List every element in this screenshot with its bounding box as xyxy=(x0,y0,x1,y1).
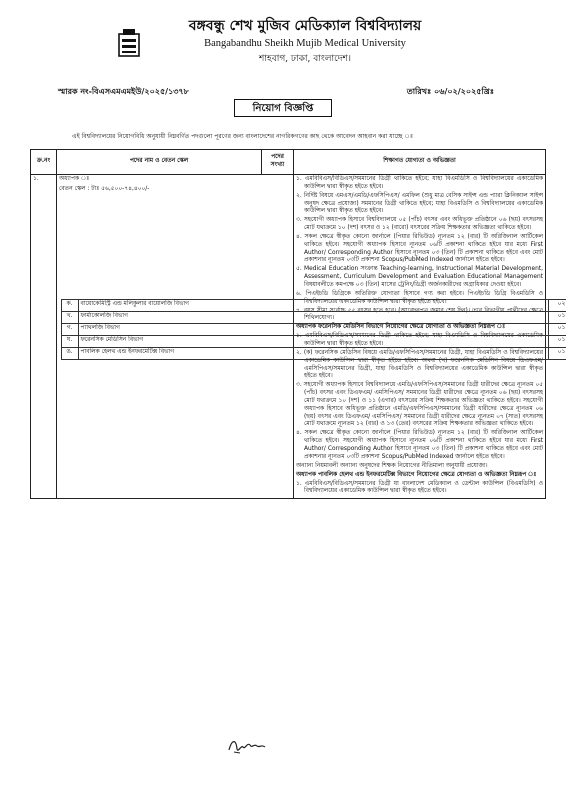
department-name: প্যাথলজি বিভাগ xyxy=(78,323,548,335)
col-requirements: শিক্ষাগত যোগ্যতা ও অভিজ্ঞতা xyxy=(294,150,546,175)
col-serial: ক্র.নং xyxy=(31,150,57,175)
department-row xyxy=(61,323,566,335)
university-name-en: Bangabandhu Sheikh Mujib Medical University xyxy=(204,38,406,49)
department-key: ঙ. xyxy=(61,347,78,359)
department-post-count: ০১ xyxy=(548,311,566,323)
col-post: পদের নাম ও বেতন স্কেল xyxy=(57,150,262,175)
requirement-item: ৭. বয়স সীমা সর্বোচ্চ ৫৫ বৎসর হতে হবে। (আবেদনপত্র জমার শেষ দিন)। তবে বিভাগীয় প্রার্থীদের ক্ষেত্রে শিথিলযোগ্য। xyxy=(296,307,543,322)
department-key: গ. xyxy=(61,323,78,335)
notice-title: নিয়োগ বিজ্ঞপ্তি xyxy=(234,99,332,117)
requirement-item: ৪. সকল ক্ষেত্রে স্বীকৃত কোনো জার্নালে (পিয়ার রিভিউড) ন্যূনতম ১২ (বার) টি অরিজিনাল আর্টিকেল থাকিতে হইবে। সহযোগী অধ্যাপক হিসাবে ন্যূনতম ০৬টি প্রকাশনা থাকিতে হইবে যার মধ্যে First Author/ Corresponding Author হিসাবে ন্যূনতম ০৩ (তিন) টি প্রকাশনা থাকিতে হইবে এবং মোট প্রকাশনার ন্যূনতম ০৩টি প্রকাশনা Scopus/PubMed Indexed জার্নালে হইতে হইবে। xyxy=(296,430,543,460)
requirement-item: ২. নির্দিষ্ট বিষয়ে এমএস/এমডি/এফসিপিএস/ এমফিল (শুধু মাত্র বেসিক সাইন্স এন্ড প্যারা ক্লিনিক্যাল সাইন্স অনুষদ ক্ষেত্রে প্রযোজ্য) সমমানের ডিগ্রী থাকিতে হইবে; যাহা বিএমডিসি ও বিশ্ববিদ্যালয়ের একাডেমিক কাউন্সিল দ্বারা স্বীকৃত হইতে হইবে। xyxy=(296,192,543,215)
department-name: ফরেনসিক মেডিসিন বিভাগ xyxy=(78,335,548,347)
post-title: অধ্যাপক ঃ xyxy=(59,176,90,182)
department-list xyxy=(61,299,566,360)
department-key: ক. xyxy=(61,299,78,311)
signature-icon xyxy=(226,735,268,757)
pay-scale: বেতন স্কেল : টাঃ ৫৬,৫০০-৭৪,৪০০/- xyxy=(59,185,150,192)
department-key: খ. xyxy=(61,311,78,323)
requirement-item: ২. (ক) ফরেনসিক মেডিসিন বিষয়ে এমডি/এফসিপিএস/সমমানের ডিগ্রী, যাহা বিএমডিসি ও বিশ্ববিদ্যালয়ের একাডেমিক কাউন্সিল দ্বারা স্বীকৃত হইতে হইবে। অথবা (খ) ফরেনসিক মেডিসিন বিষয়ে ডিএফএম/এমসিপিএস/সমমানের ডিগ্রী, যাহা বিএমডিসি ও বিশ্ববিদ্যালয়ের একাডেমিক কাউন্সিল দ্বারা স্বীকৃত হইতে হইবে। xyxy=(296,350,543,380)
table-header-row xyxy=(31,150,546,175)
col-count: পদের সংখ্যা xyxy=(262,150,294,175)
requirements-heading: অধ্যাপক ফরেনসিক মেডিসিন বিভাগে নিয়োগের ক্ষেত্রে যোগ্যতা ও অভিজ্ঞতা নিম্নরূপ ঃ xyxy=(296,324,506,331)
requirement-item: ১. এমবিবিএস/বিডিএস/সমমানের ডিগ্রী থাকিতে হইবে; যাহা বিএমডিসি ও বিশ্ববিদ্যালয়ের একাডেমিক কাউন্সিল দ্বারা স্বীকৃত হইতে হইবে। xyxy=(296,176,543,190)
row-serial: ১. xyxy=(31,175,57,499)
requirements-heading: অধ্যাপক পাবলিক হেলথ এন্ড ইনফরমেটিক্স বিভাগে নিয়োগের ক্ষেত্রে যোগ্যতা ও অভিজ্ঞতা নিম্নরূপ ঃ xyxy=(296,471,537,478)
requirement-item: ৫. Medical Education সংক্রান্ত Teaching-learning, Instructional Material Development, Assessment, Curriculum Development and Evaluation Educational Management বিষয়াবলীতে কমপক্ষে ০৩ (তিন) মাসের ট্রেনিং/ডিগ্রী অর্জনকারীদের অগ্রাধিকার দেওয়া হইবে। xyxy=(296,266,543,288)
requirement-item: অন্যান্য নিয়মাবলী অন্যান্য অনুষদের শিক্ষক নিয়োগের নীতিমালা অনুযায়ী প্রযোজ্য। xyxy=(296,462,488,469)
department-row xyxy=(61,311,566,323)
department-row xyxy=(61,299,566,311)
intro-text: এই বিশ্ববিদ্যালয়ের নিয়োগবিধি অনুযায়ী নিম্নবর্ণিত পদগুলো পূরণের জন্য বাংলাদেশের নাগরিকগণের কাছ থেকে আবেদন আহবান করা যাচ্ছে ঃ xyxy=(72,133,414,140)
requirement-item: ১. এমবিবিএস/বিডিএস/সমমানের ডিগ্রী যা বাংলাদেশ মেডিক্যাল ও ডেন্টাল কাউন্সিল (বিএমডিসি) ও বিশ্ববিদ্যালয়ের একাডেমিক কাউন্সিল দ্বারা স্বীকৃত হইতে হইবে। xyxy=(296,480,543,495)
department-row xyxy=(61,347,566,359)
requirement-item: ৩. সহযোগী অধ্যাপক হিসাবে বিশ্ববিদ্যালয়ে এমডি/এফসিপিএস/সমমানের ডিগ্রী ধারীদের ক্ষেত্রে ন্যূনতম ০৫ (পাঁচ) বৎসর এবং ডিএফএম/ এমসিপিএস/ সমমানের ডিগ্রী ধারীদের ক্ষেত্রে ন্যূনতম ০৬ (ছয়) বৎসরসহ মোট যথাক্রমে ১০ (দশ) ও ১১ (এগার) বৎসরের সক্রিয় শিক্ষকতার অভিজ্ঞতা থাকিতে হইবে। সহযোগী অধ্যাপক হিসাবে অধিভূক্ত প্রতিষ্ঠানে এমডি/এফসিপিএস/সমমানের ডিগ্রী ধারীদের ক্ষেত্রে ন্যূনতম ০৬ (ছয়) বৎসর এবং ডিএফএম/ এমসিপিএস/ সমমানের ডিগ্রী ধারীদের ক্ষেত্রে ন্যূনতম ০৭ (সাত) বৎসরসহ মোট যথাক্রমে ন্যূনতম ১২ (বার) ও ১৩ (তের) বৎসরের সক্রিয় শিক্ষকতার অভিজ্ঞতা থাকিতে হইবে। xyxy=(296,382,543,428)
department-name: বায়োকেমিস্ট্রি এন্ড মলিকুলার বায়োলজি বিভাগ xyxy=(78,299,548,311)
requirement-item: ৬. পিএইচডি ডিগ্রিকে অতিরিক্ত যোগ্যতা হিসাবে গণ্য করা হইবে। পিএইচডি ডিগ্রি বিএমডিসি ও বিশ্ববিদ্যালয়ের একাডেমিক কাউন্সিল দ্বারা স্বীকৃত হইতে হইবে। xyxy=(296,290,543,305)
university-address: শাহবাগ, ঢাকা, বাংলাদেশ। xyxy=(259,54,351,64)
university-name-bn: বঙ্গবন্ধু শেখ মুজিব মেডিক্যাল বিশ্ববিদ্যালয় xyxy=(188,18,422,34)
table-row xyxy=(31,175,546,499)
department-post-count: ০১ xyxy=(548,323,566,335)
recruitment-table xyxy=(30,149,566,499)
department-post-count: ০২ xyxy=(548,299,566,311)
department-name: পাবলিক হেলথ এন্ড ইনফরমেটিক্স বিভাগ xyxy=(78,347,548,359)
notice-date: তারিখঃ ০৬/০২/২০২৫খ্রিঃ xyxy=(406,87,494,96)
university-logo-icon xyxy=(116,28,142,58)
memo-number: স্মারক নং-বিএসএমএমইউ/২০২৫/১৩৭৮ xyxy=(58,87,189,96)
requirement-item: ৪. সকল ক্ষেত্রে স্বীকৃত কোনো জার্নালে (পিয়ার রিভিউড) ন্যূনতম ১২ (বার) টি অরিজিনাল আর্টিকেল থাকিতে হইবে। সহযোগী অধ্যাপক হিসাবে ন্যূনতম ০৬টি প্রকাশনা থাকিতে হইবে যার মধ্যে First Author/ Corresponding Author হিসাবে ন্যূনতম ০৩ (তিন) টি প্রকাশনা থাকিতে হইবে এবং মোট প্রকাশনার ন্যূনতম ০৩টি প্রকাশনা Scopus/PubMed Indexed জার্নালে হইতে হইবে। xyxy=(296,234,543,264)
department-name: ফার্মাকোলজি বিভাগ xyxy=(78,311,548,323)
requirement-item: ১. এমবিবিএস/বিডিএস/সমমানের ডিগ্রী থাকিতে হইবে; যাহা বিএমডিসি ও বিশ্ববিদ্যালয়ের একাডেমিক কাউন্সিল দ্বারা স্বীকৃত হইতে হইবে। xyxy=(296,333,543,348)
requirement-item: ৩. সহযোগী অধ্যাপক হিসাবে বিশ্ববিদ্যালয়ে ০৫ (পাঁচ) বৎসর এবং অধিভূক্ত প্রতিষ্ঠানে ০৬ (ছয়) বৎসরসহ মোট যথাক্রমে ১০ (দশ) বৎসর ও ১২ (বারো) বৎসরের সক্রিয় শিক্ষকতার অভিজ্ঞতা থাকিতে হইবে। xyxy=(296,217,543,232)
department-post-count: ০১ xyxy=(548,335,566,347)
department-row xyxy=(61,335,566,347)
department-post-count: ০১ xyxy=(548,347,566,359)
department-key: ঘ. xyxy=(61,335,78,347)
